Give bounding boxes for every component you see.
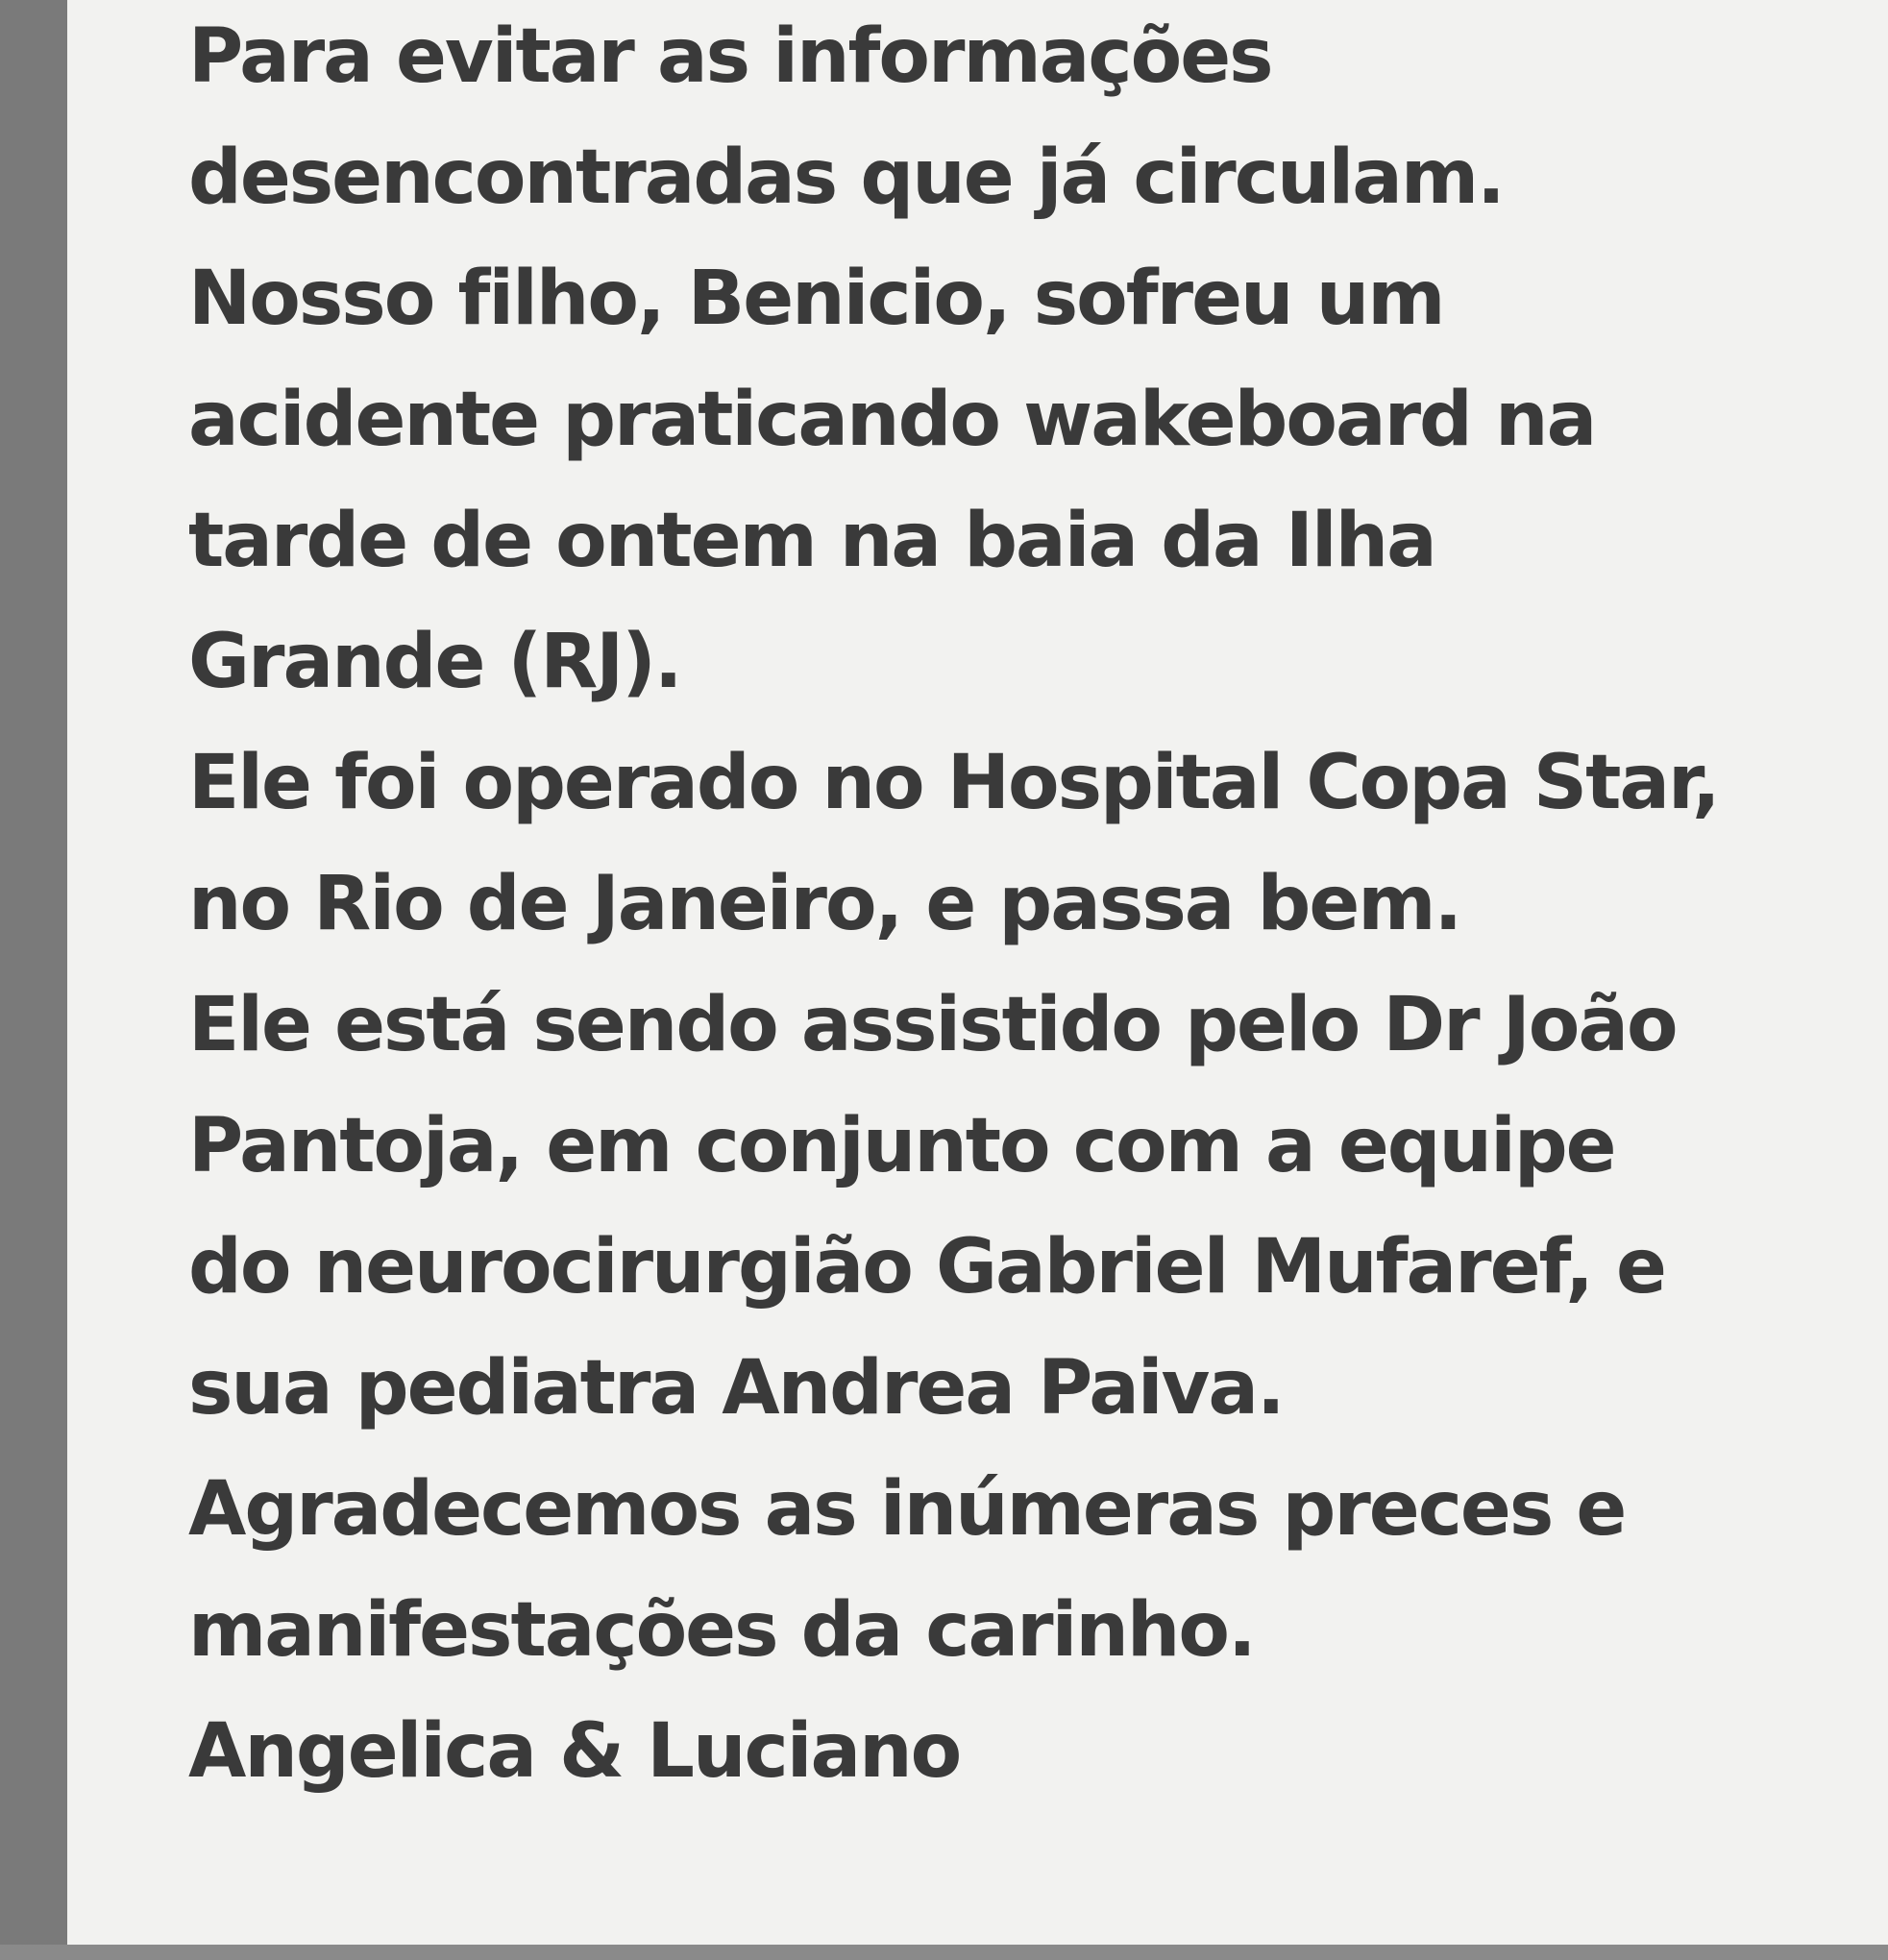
note-line: Angelica & Luciano <box>188 1708 961 1795</box>
left-edge-bar <box>0 0 67 1960</box>
note-text-body[interactable] <box>188 0 1860 1816</box>
note-line: Ele está sendo assistido pelo Dr João <box>188 982 1677 1068</box>
note-line: Ele foi operado no Hospital Copa Star, <box>188 740 1719 826</box>
note-line: acidente praticando wakeboard na <box>188 377 1596 463</box>
note-line: do neurocirurgião Gabriel Mufaref, e <box>188 1224 1665 1311</box>
bottom-edge-bar <box>0 1945 1888 1960</box>
note-line: Para evitar as informações <box>188 13 1272 100</box>
note-line: manifestações da carinho. <box>188 1587 1255 1674</box>
note-line: Pantoja, em conjunto com a equipe <box>188 1103 1615 1189</box>
note-line: desencontradas que já circulam. <box>188 135 1504 221</box>
note-line: Nosso filho, Benicio, sofreu um <box>188 256 1444 342</box>
note-line: tarde de ontem na baia da Ilha <box>188 498 1435 584</box>
note-line: sua pediatra Andrea Paiva. <box>188 1345 1284 1432</box>
note-line: Grande (RJ). <box>188 619 681 705</box>
note-line: Agradecemos as inúmeras preces e <box>188 1466 1626 1553</box>
note-line: no Rio de Janeiro, e passa bem. <box>188 861 1461 947</box>
